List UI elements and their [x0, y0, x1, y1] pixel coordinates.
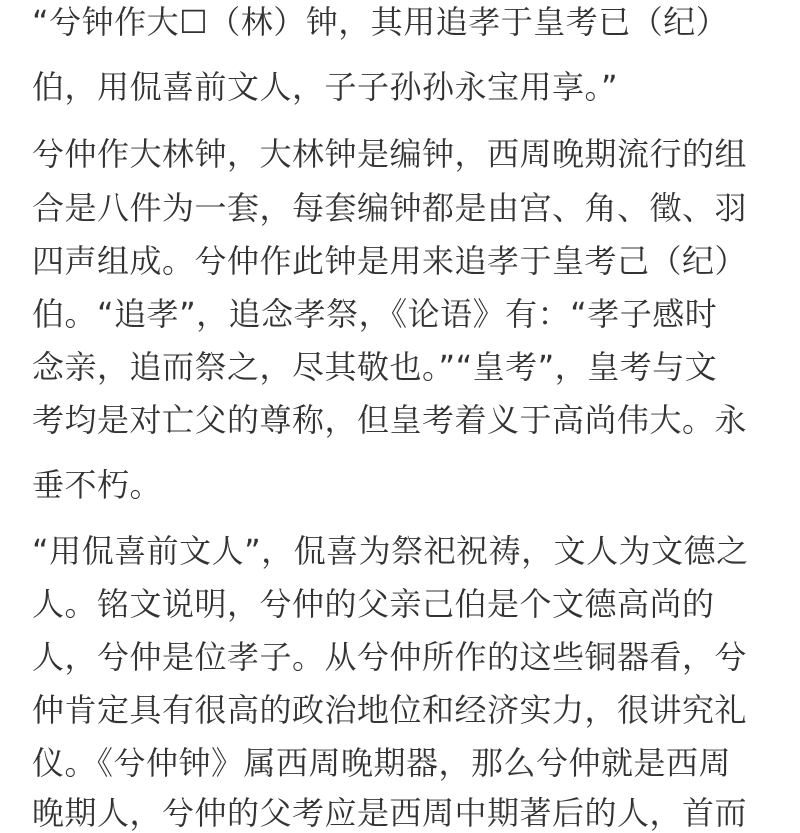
text-line-11: 人。铭文说明，兮仲的父亲己伯是个文德高尚的 — [32, 585, 715, 623]
text-line-8: 考均是对亡父的尊称，但皇考着义于高尚伟大。永 — [32, 401, 748, 439]
text-line-4: 合是八件为一套，每套编钟都是由宫、角、徵、羽 — [32, 189, 748, 227]
text-line-7: 念亲，追而祭之，尽其敬也。”“皇考”，皇考与文 — [32, 348, 718, 386]
text-line-2: 伯，用侃喜前文人，子子孙孙永宝用享。” — [32, 68, 619, 106]
text-line-3: 兮仲作大林钟，大林钟是编钟，西周晚期流行的组 — [32, 135, 748, 173]
text-line-6: 伯。“追孝”，追念孝祭，《论语》有：“孝子感时 — [32, 295, 718, 333]
text-line-13: 仲肯定具有很高的政治地位和经济实力，很讲究礼 — [32, 691, 748, 729]
text-line-12: 人，兮仲是位孝子。从兮仲所作的这些铜器看，兮 — [32, 638, 748, 676]
text-line-15: 晚期人，兮仲的父考应是西周中期著后的人，首而 — [32, 794, 748, 832]
text-line-1: “兮钟作大☐（林）钟，其用追孝于皇考已（纪） — [32, 3, 729, 41]
text-line-10: “用侃喜前文人”，侃喜为祭祀祝祷，文人为文德之 — [32, 532, 749, 570]
text-line-14: 仪。《兮仲钟》属西周晚期器，那么兮仲就是西周 — [32, 744, 732, 782]
text-line-5: 四声组成。兮仲作此钟是用来追孝于皇考己（纪） — [32, 242, 748, 280]
text-line-9: 垂不朽。 — [32, 466, 163, 504]
